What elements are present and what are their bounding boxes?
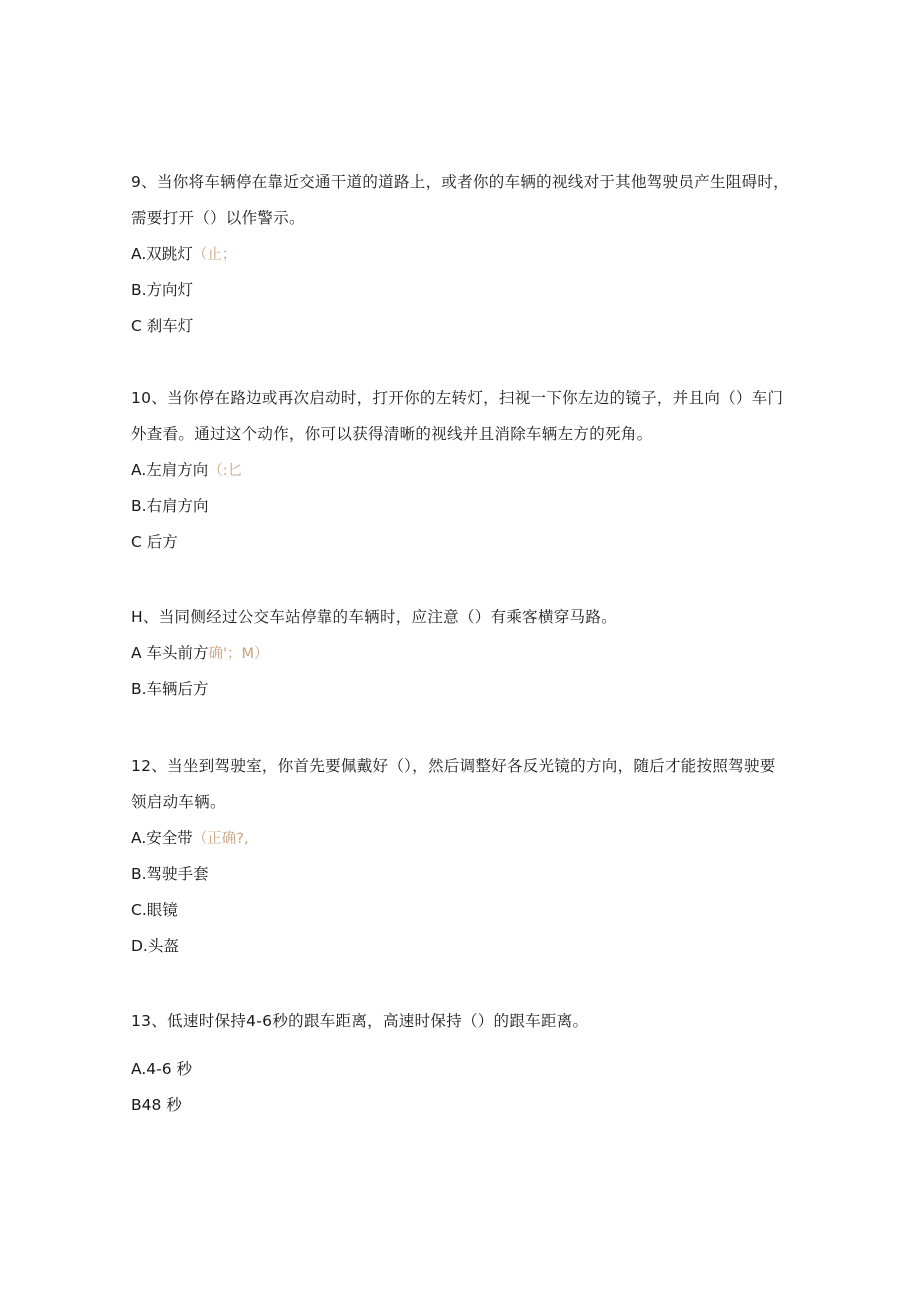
- question-13: [131, 1003, 791, 1123]
- option-c: [131, 308, 791, 344]
- option-label: C 刹车灯: [131, 317, 194, 335]
- question-text: 12、当坐到驾驶室，你首先要佩戴好（），然后调整好各反光镜的方向，随后才能按照驾驶要领启动车辆。: [131, 757, 776, 811]
- question-9: [131, 164, 791, 344]
- option-c: [131, 524, 791, 560]
- option-label: A 车头前方: [131, 644, 209, 662]
- option-label: B48 秒: [131, 1096, 182, 1114]
- question-12: [131, 748, 791, 964]
- option-b: [131, 272, 791, 308]
- option-a: [131, 1051, 791, 1087]
- option-a: [131, 820, 791, 856]
- option-label: C 后方: [131, 533, 178, 551]
- question-text: 13、低速时保持4-6秒的跟车距离，高速时保持（）的跟车距离。: [131, 1012, 589, 1030]
- option-b: [131, 488, 791, 524]
- option-b: [131, 671, 791, 707]
- option-label: B.车辆后方: [131, 680, 209, 698]
- option-label: B.驾驶手套: [131, 865, 209, 883]
- option-a: [131, 635, 791, 671]
- option-label: A.双跳灯: [131, 245, 193, 263]
- option-label: C.眼镜: [131, 901, 178, 919]
- option-label: D.头盔: [131, 937, 179, 955]
- question-text: 10、当你停在路边或再次启动时，打开你的左转灯，扫视一下你左边的镜子，并且向（）车门外查看。通过这个动作，你可以获得清晰的视线并且消除车辆左方的死角。: [131, 389, 784, 443]
- option-a: [131, 452, 791, 488]
- question-text: 9、当你将车辆停在靠近交通干道的道路上，或者你的车辆的视线对于其他驾驶员产生阻碍时，需要打开（）以作警示。: [131, 173, 789, 227]
- option-b: [131, 1087, 791, 1123]
- answer-mark: 确'；M）: [208, 646, 269, 662]
- question-10: [131, 380, 791, 560]
- option-label: A.4-6 秒: [131, 1060, 193, 1078]
- option-label: B.方向灯: [131, 281, 194, 299]
- option-a: [131, 236, 791, 272]
- option-b: [131, 856, 791, 892]
- option-label: A.安全带: [131, 829, 193, 847]
- option-c: [131, 892, 791, 928]
- question-text: H、当同侧经过公交车站停靠的车辆时，应注意（）有乘客横穿马路。: [131, 608, 617, 626]
- answer-mark: （正确?,: [192, 831, 249, 847]
- option-d: [131, 928, 791, 964]
- option-label: B.右肩方向: [131, 497, 209, 515]
- option-label: A.左肩方向: [131, 461, 209, 479]
- answer-mark: （止；: [192, 247, 237, 263]
- question-11: [131, 599, 791, 707]
- answer-mark: （:匕: [208, 463, 243, 479]
